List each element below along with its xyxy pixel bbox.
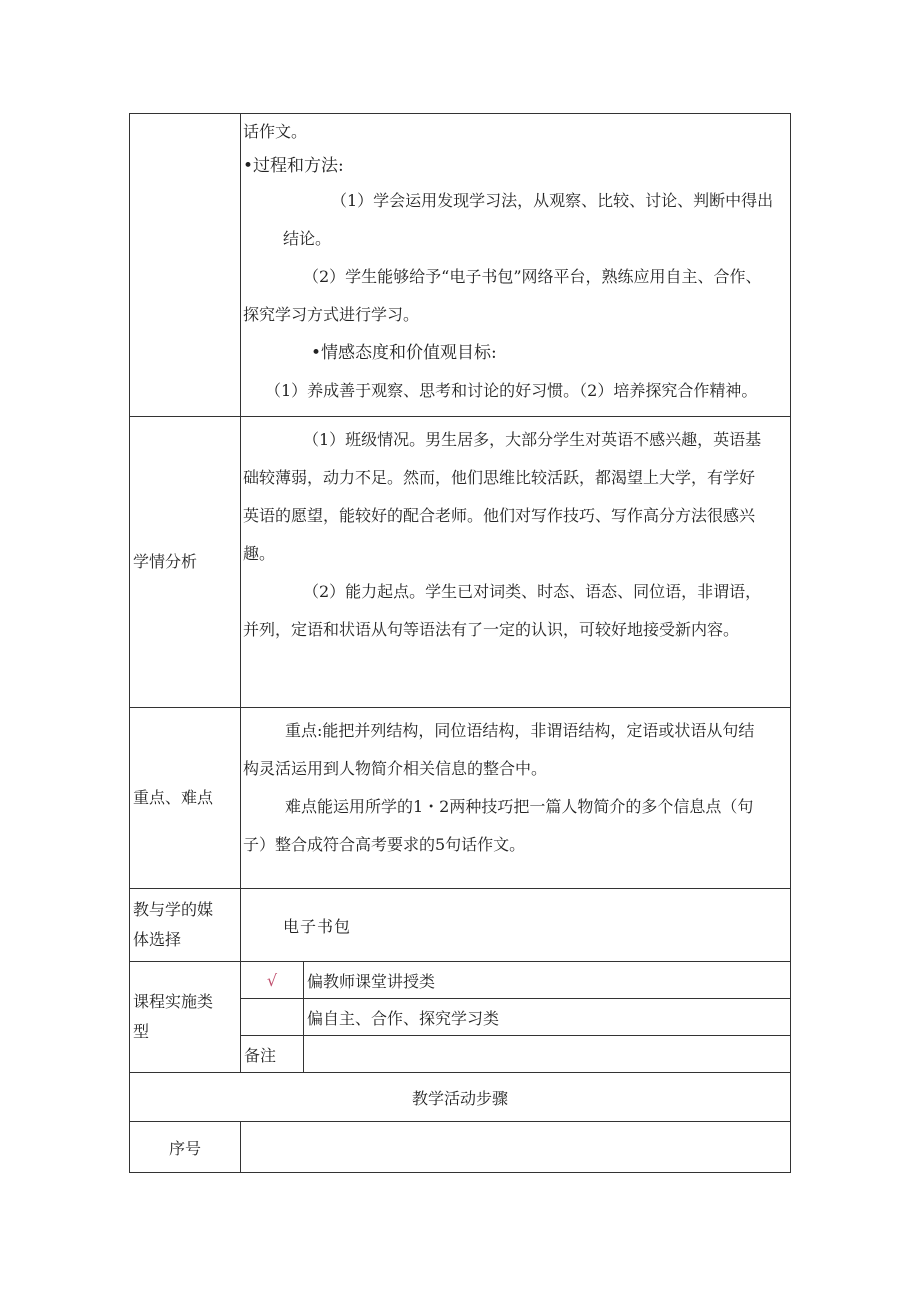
media-label-line-2: 体选择 [133, 930, 182, 949]
process-item-2a: （2）学生能够给予“电子书包”网络平台，熟练应用自主、合作、 [303, 267, 762, 286]
seq-content [241, 1122, 791, 1173]
remark-value [304, 1036, 791, 1073]
media-value: 电子书包 [241, 889, 791, 962]
analysis-p1d: 趣。 [243, 544, 276, 563]
analysis-p1c: 英语的愿望，能较好的配合老师。他们对写作技巧、写作高分方法很感兴 [243, 506, 756, 525]
course-type-label-line-2: 型 [133, 1022, 150, 1041]
analysis-content [241, 417, 791, 708]
keypoints-content [241, 708, 791, 889]
process-item-1a: （1）学会运用发现学习法，从观察、比较、讨论、判断中得出 [331, 191, 774, 210]
analysis-row [130, 417, 791, 708]
keypoint-2a: 难点能运用所学的1・2两种技巧把一篇人物简介的多个信息点（句 [285, 797, 754, 816]
check-mark-icon: √ [241, 962, 304, 999]
objectives-label-cell [130, 114, 241, 417]
course-option-self: 偏自主、合作、探究学习类 [304, 999, 791, 1036]
media-label [130, 889, 241, 962]
analysis-label: 学情分析 [130, 417, 241, 708]
keypoint-1b: 构灵活运用到人物简介相关信息的整合中。 [243, 759, 548, 778]
media-row [130, 889, 791, 962]
emotion-line: （1）养成善于观察、思考和讨论的好习惯。（2）培养探究合作精神。 [265, 381, 758, 400]
course-option-teacher: 偏教师课堂讲授类 [304, 962, 791, 999]
keypoint-2b: 子）整合成符合高考要求的5句话作文。 [243, 835, 526, 854]
keypoints-label: 重点、难点 [130, 708, 241, 889]
objectives-content [241, 114, 791, 417]
media-label-line-1: 教与学的媒 [133, 900, 214, 919]
steps-seq-row [130, 1122, 791, 1173]
process-item-2b: 探究学习方式进行学习。 [243, 305, 420, 324]
steps-title-row [130, 1073, 791, 1122]
analysis-p1a: （1）班级情况。男生居多，大部分学生对英语不感兴趣，英语基 [303, 430, 762, 449]
process-heading: •过程和方法: [243, 156, 344, 176]
analysis-p2b: 并列，定语和状语从句等语法有了一定的认识，可较好地接受新内容。 [243, 620, 740, 639]
emotion-heading: •情感态度和价值观目标: [311, 343, 497, 363]
analysis-p1b: 础较薄弱，动力不足。然而，他们思维比较活跃，都渴望上大学，有学好 [243, 468, 756, 487]
steps-title: 教学活动步骤 [130, 1073, 791, 1122]
course-type-label [130, 962, 241, 1073]
course-type-label-line-1: 课程实施类 [133, 992, 214, 1011]
lesson-plan-table [129, 113, 791, 1173]
process-item-1b: 结论。 [283, 229, 332, 248]
objectives-prev-line: 话作文。 [243, 122, 308, 141]
course-option-2-check-cell [241, 999, 304, 1036]
objectives-row [130, 114, 791, 417]
course-type-row-1 [130, 962, 791, 999]
analysis-p2a: （2）能力起点。学生已对词类、时态、语态、同位语，非谓语， [303, 582, 762, 601]
remark-label: 备注 [241, 1036, 304, 1073]
keypoints-row [130, 708, 791, 889]
seq-label: 序号 [130, 1122, 241, 1173]
keypoint-1a: 重点:能把并列结构，同位语结构，非谓语结构，定语或状语从句结 [285, 721, 755, 740]
